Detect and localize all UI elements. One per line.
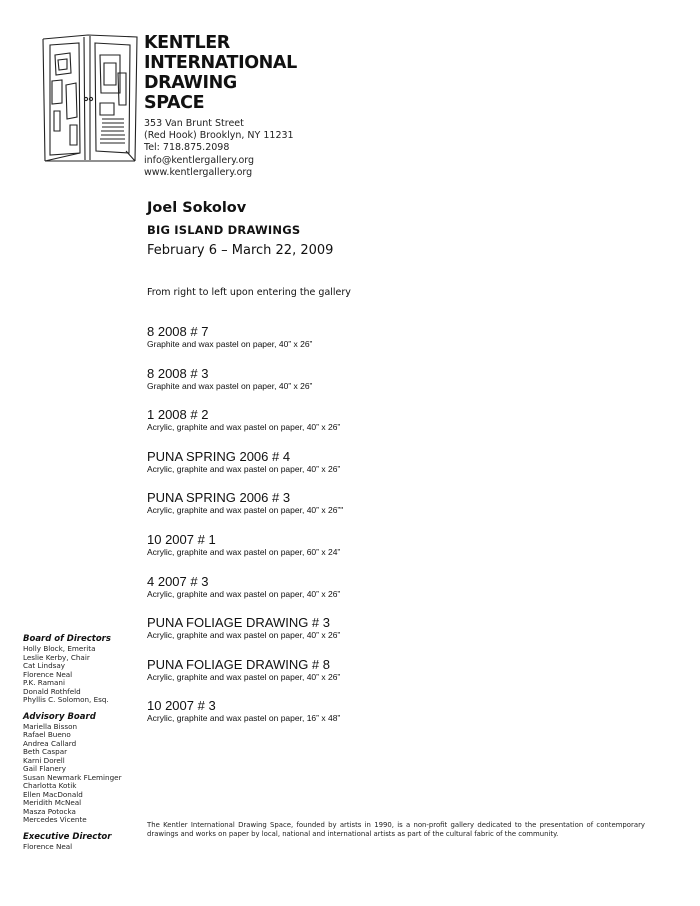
exhibition-title: BIG ISLAND DRAWINGS xyxy=(147,223,301,237)
artist-name: Joel Sokolov xyxy=(147,200,247,216)
advisory-member: Charlotta Kotik xyxy=(23,781,77,790)
work-item xyxy=(147,532,567,574)
advisory-member: Beth Caspar xyxy=(23,747,68,756)
phone-number: Tel: 718.875.2098 xyxy=(144,142,230,154)
work-item xyxy=(147,324,567,366)
board-member: Florence Neal xyxy=(23,669,73,679)
board-member: Holly Block, Emerita xyxy=(23,644,96,653)
advisory-member: Mercedes Vicente xyxy=(23,815,87,824)
exhibition-dates: February 6 – March 22, 2009 xyxy=(147,243,334,258)
work-medium: Acrylic, graphite and wax pastel on paper, 16” x 48” xyxy=(147,713,341,724)
org-name-line: KENTLER xyxy=(144,33,230,53)
work-title: 10 2007 # 3 xyxy=(147,698,216,714)
work-title: 1 2008 # 2 xyxy=(147,407,209,423)
advisory-member: Rafael Bueno xyxy=(23,730,71,739)
footer-mission-statement: The Kentler International Drawing Space, founded by artists in 1990, is a non-profit gallery dedicated to the presentation of contemporary drawings and works on paper by local, national and international artists as part of the cultural fabric of the community. xyxy=(147,821,645,838)
gallery-doors-logo xyxy=(40,33,140,163)
work-medium: Acrylic, graphite and wax pastel on paper, 40” x 26” xyxy=(147,588,341,599)
advisory-member: Susan Newmark FLeminger xyxy=(23,772,122,782)
work-item xyxy=(147,615,567,657)
advisory-member: Karni Dorell xyxy=(23,755,65,765)
org-name-line: DRAWING xyxy=(144,73,237,93)
advisory-member: Meridith McNeal xyxy=(23,798,82,807)
website-url[interactable]: www.kentlergallery.org xyxy=(144,166,253,178)
sidebar-staff-list xyxy=(23,634,138,858)
org-name-line: INTERNATIONAL xyxy=(144,53,297,73)
contact-block xyxy=(144,118,294,179)
board-of-directors-section xyxy=(23,634,138,705)
board-member: Donald Rothfeld xyxy=(23,686,81,696)
executive-director-section xyxy=(23,832,138,852)
board-member: Cat Lindsay xyxy=(23,661,66,670)
work-medium: Acrylic, graphite and wax pastel on paper, 40” x 26” xyxy=(147,671,341,682)
city-address: (Red Hook) Brooklyn, NY 11231 xyxy=(144,130,294,142)
advisory-member: Mariella Bisson xyxy=(23,721,78,731)
section-heading: Board of Directors xyxy=(23,634,111,644)
direction-note: From right to left upon entering the gallery xyxy=(147,287,351,298)
work-medium: Acrylic, graphite and wax pastel on paper, 60” x 24” xyxy=(147,546,341,557)
work-title: 4 2007 # 3 xyxy=(147,573,209,589)
section-heading: Executive Director xyxy=(23,831,112,842)
executive-director-name: Florence Neal xyxy=(23,841,73,851)
email-address[interactable]: info@kentlergallery.org xyxy=(144,154,255,166)
work-item xyxy=(147,490,567,532)
work-item xyxy=(147,449,567,491)
work-title: PUNA FOLIAGE DRAWING # 3 xyxy=(147,615,331,631)
work-item xyxy=(147,657,567,699)
work-title: PUNA SPRING 2006 # 3 xyxy=(147,490,291,506)
work-item xyxy=(147,574,567,616)
board-member: P.K. Ramani xyxy=(23,678,65,687)
org-name xyxy=(144,33,297,113)
advisory-member: Gail Flanery xyxy=(23,764,66,773)
section-heading: Advisory Board xyxy=(23,711,96,722)
board-member: Phyllis C. Solomon, Esq. xyxy=(23,695,109,704)
street-address: 353 Van Brunt Street xyxy=(144,118,244,129)
work-title: PUNA SPRING 2006 # 4 xyxy=(147,448,291,464)
work-title: 8 2008 # 3 xyxy=(147,365,209,381)
works-list xyxy=(147,324,567,740)
work-item xyxy=(147,366,567,408)
advisory-board-section xyxy=(23,712,138,825)
work-medium: Graphite and wax pastel on paper, 40” x 26” xyxy=(147,380,313,391)
advisory-member: Masza Potocka xyxy=(23,806,76,816)
advisory-member: Ellen MacDonald xyxy=(23,789,83,799)
work-medium: Acrylic, graphite and wax pastel on paper, 40” x 26” xyxy=(147,422,341,433)
work-medium: Graphite and wax pastel on paper, 40” x 26” xyxy=(147,339,313,349)
work-title: 8 2008 # 7 xyxy=(147,324,209,339)
work-medium: Acrylic, graphite and wax pastel on paper, 40” x 26” xyxy=(147,630,341,641)
advisory-member: Andrea Callard xyxy=(23,738,77,748)
org-name-line: SPACE xyxy=(144,93,205,113)
work-medium: Acrylic, graphite and wax pastel on paper, 40” x 26”" xyxy=(147,505,344,516)
board-member: Leslie Kerby, Chair xyxy=(23,652,90,662)
work-item xyxy=(147,698,567,740)
work-item xyxy=(147,407,567,449)
work-title: PUNA FOLIAGE DRAWING # 8 xyxy=(147,656,331,672)
work-title: 10 2007 # 1 xyxy=(147,531,216,547)
work-medium: Acrylic, graphite and wax pastel on paper, 40” x 26” xyxy=(147,463,341,474)
